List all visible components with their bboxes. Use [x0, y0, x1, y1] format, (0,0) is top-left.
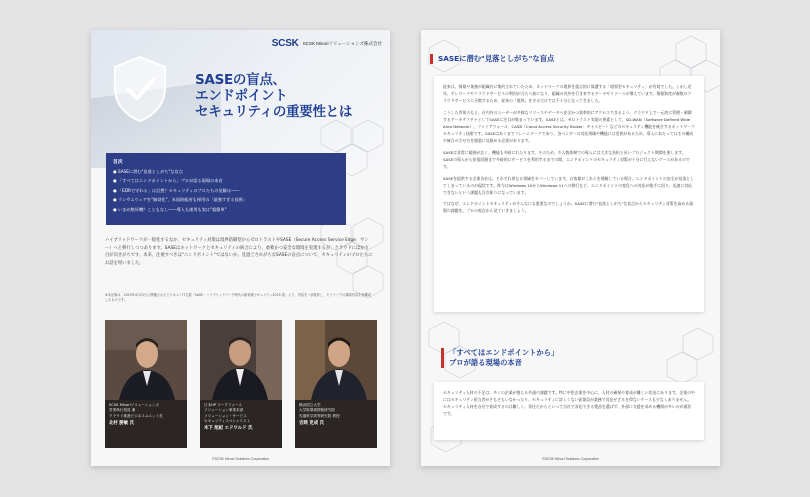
intro-paragraph: ハイブリッドワークが一般化するなか、セキュリティ対策は境界防御型からゼロトラストやSASE（Secure Access Service Edge：サシー）へと移行しつつあります。SASEはネットワークとセキュリティの統合により、柔軟かつ安全な環境を実現するが、クラウドにばかり目が向きがちです。本来、注視すべきは"エンドポイント"ではないか。見過ごされがちなSASEの盲点について、セキュリティのプロたちにお話を伺いました。 [105, 238, 373, 266]
speaker-name: 吉岡 克成 氏 [299, 420, 325, 426]
section-title: SASEに潜む"見落としがち"な盲点 [438, 54, 555, 63]
speaker-affiliation: 先端科学高等研究院 教授 [299, 413, 340, 418]
table-of-contents [106, 153, 346, 225]
section-title: 「すべてはエンドポイントから」 [449, 348, 559, 357]
body-paragraph: ではなぜ、エンドポイントセキュリティがそんなにも重要なのでしょうか。SASEに潜む"見落としがち"な盲点からセキュリティ対策を高める現場の課題を、プロの視点から見ていきましょう。 [443, 201, 694, 214]
speaker-name: 木下 旭紀 エドワルド 氏 [204, 426, 253, 432]
document-page-left [91, 30, 390, 466]
title-line: SASEの盲点、 [195, 72, 286, 88]
speaker-affiliation: 横浜国立大学 [299, 403, 321, 407]
speaker-caption [295, 400, 377, 448]
logo-mark: SCSK [271, 38, 299, 49]
heading-accent-bar [441, 348, 444, 368]
heading-accent-bar [430, 54, 433, 64]
section-title: プロが語る現場の本音 [449, 358, 522, 367]
toc-item: ● いまが絶好機？こともなし――導入も運用も実は"超簡単" [113, 206, 227, 212]
speaker-affiliation: 日本HP ワークフォース [204, 403, 242, 407]
toc-item: ● SASEに潜む"見落としがち"な盲点 [113, 169, 183, 174]
speaker-photo [105, 320, 187, 400]
speaker-affiliation: クラウド推進ビジネスユニット長 [109, 413, 163, 418]
toc-item: ● 「すべてはエンドポイントから」プロが語る現場の本音 [113, 178, 223, 184]
company-logo [272, 38, 382, 49]
title-line: セキュリティの重要性とは [195, 104, 353, 120]
page-title [195, 72, 381, 120]
speaker-affiliation: ソリューション・サービス [204, 413, 247, 418]
speaker-name: 北村 勝敏 氏 [109, 420, 135, 426]
toc-item: ● ランサムウェアを"無効化"、米国防総省も採用の「最強すぎる技術」 [113, 197, 248, 203]
speaker-photo [295, 320, 377, 400]
logo-company-name: SCSK Minoriソリューションズ株式会社 [302, 40, 382, 46]
copyright: ©SCSK Minori Solutions Corporation [541, 457, 600, 461]
toc-item: ● 「EDRで守れる」は幻想？セキュリティのプロたちの見解は―― [113, 187, 240, 193]
speaker-affiliation: セキュリティスペシャリスト [204, 418, 251, 423]
copyright: ©SCSK Minori Solutions Corporation [211, 457, 270, 461]
speaker-card [295, 320, 377, 448]
speaker-affiliation: SCSK Minoriソリューションズ [109, 403, 160, 407]
body-paragraph: SASEを提供する企業各社は、それぞれ異なる領域をカバーしています。お客様がこれらを理解している場合、エンドポイントの安全が見落としてしまっているのが現状です。昨今はWindows 10からWindows 11への移行など、エンドポイントの変化への対応が後手に回り、迅速に対応できないという課題も浮き彫りになっています。 [443, 175, 695, 195]
speaker-caption [200, 400, 282, 448]
speaker-affiliation: ソリューション事業本部 [204, 408, 244, 413]
section-body [434, 382, 704, 440]
speaker-caption [105, 400, 187, 448]
body-paragraph: SASEは非常に範囲が広く、機能も多岐にわたります。そのため、少人数体制での導入には大きな負担と長いプロジェクト期間を要します。SASEの導入から拡張段階まで多岐的にサービスを利用するまでの間、エンドポイントのセキュリティ対策が十分に行えないケースがあるのです。 [443, 149, 690, 169]
title-line: エンドポイント [195, 88, 288, 104]
toc-heading: 目次 [113, 160, 123, 165]
speaker-affiliation: 営業執行役員 兼 [109, 408, 136, 413]
body-paragraph: 従来は、情報や業務が組織内に集約されていたため、ネットワークの境界を重点的に保護する「境界型セキュリティ」が有効でした。しかし近年、テレワークやクラウドサービスの利用が当たり前になり、組織の内外を行き来するデータやリソースが増えています。情報資産が複数のクラウドサービスに分散するため、従来の「境界」を守るだけでは不十分となってきました。 [443, 84, 692, 104]
footnote: ※本記事は、2025年4月21日に開催されたビジネス＋IT主催「SASE・ハイブリッドワーク時代の新常識セキュリティ2025 春」より、内容を一部抜粋し、セミナーでの講演内容を再構成したものです。 [105, 293, 371, 302]
section-body [434, 76, 704, 312]
speaker-photo [200, 320, 282, 400]
speaker-card [200, 320, 282, 448]
speaker-card [105, 320, 187, 448]
document-page-right [421, 30, 720, 466]
speaker-affiliation: 大学院環境情報研究院 [299, 408, 335, 413]
speaker-photos [105, 320, 377, 448]
body-paragraph: こうした背景のもと、社内外のユーザーが多様なリソースやデータへ安全かつ効率的にアクセスできるよう、クラウド上で一元的に管理・制御するアーキテクチャとしてSASEに注目が集まっています。SASEとは、ゼロトラスト実現の要素として、SD-WAN（Software Defined Wide Area Network）、ファイアウォール、CASB（Cloud Access Security Broker：キャスビー）などのセキュリティ機能を統合するネットワークセキュリティ技術です。SASEはあくまでフレームワークであり、各ベンダーの対応領域や機能には差異があるため、導入にあたってはその構成や統合のさせ方を慎重に見極める必要があります。 [443, 109, 695, 144]
section-heading [430, 54, 554, 64]
section-heading [441, 348, 558, 368]
body-paragraph: セキュリティ人材の不足は、多くの企業が抱える共通の課題です。特に中堅企業を中心に、人材の確保や育成が難しい状況にあります。企業の中にはセキュリティ担当者がそもそもいなかったり、セキュリティに詳しくない従業員が業務で対応せざるを得ないケースも少なくありません。セキュリティ人材を自社で育成するのは難しく、専任だからといって自社で対応できる製品を選ばず、外部に支援を求める機関が多いのが現状です。 [443, 390, 695, 417]
